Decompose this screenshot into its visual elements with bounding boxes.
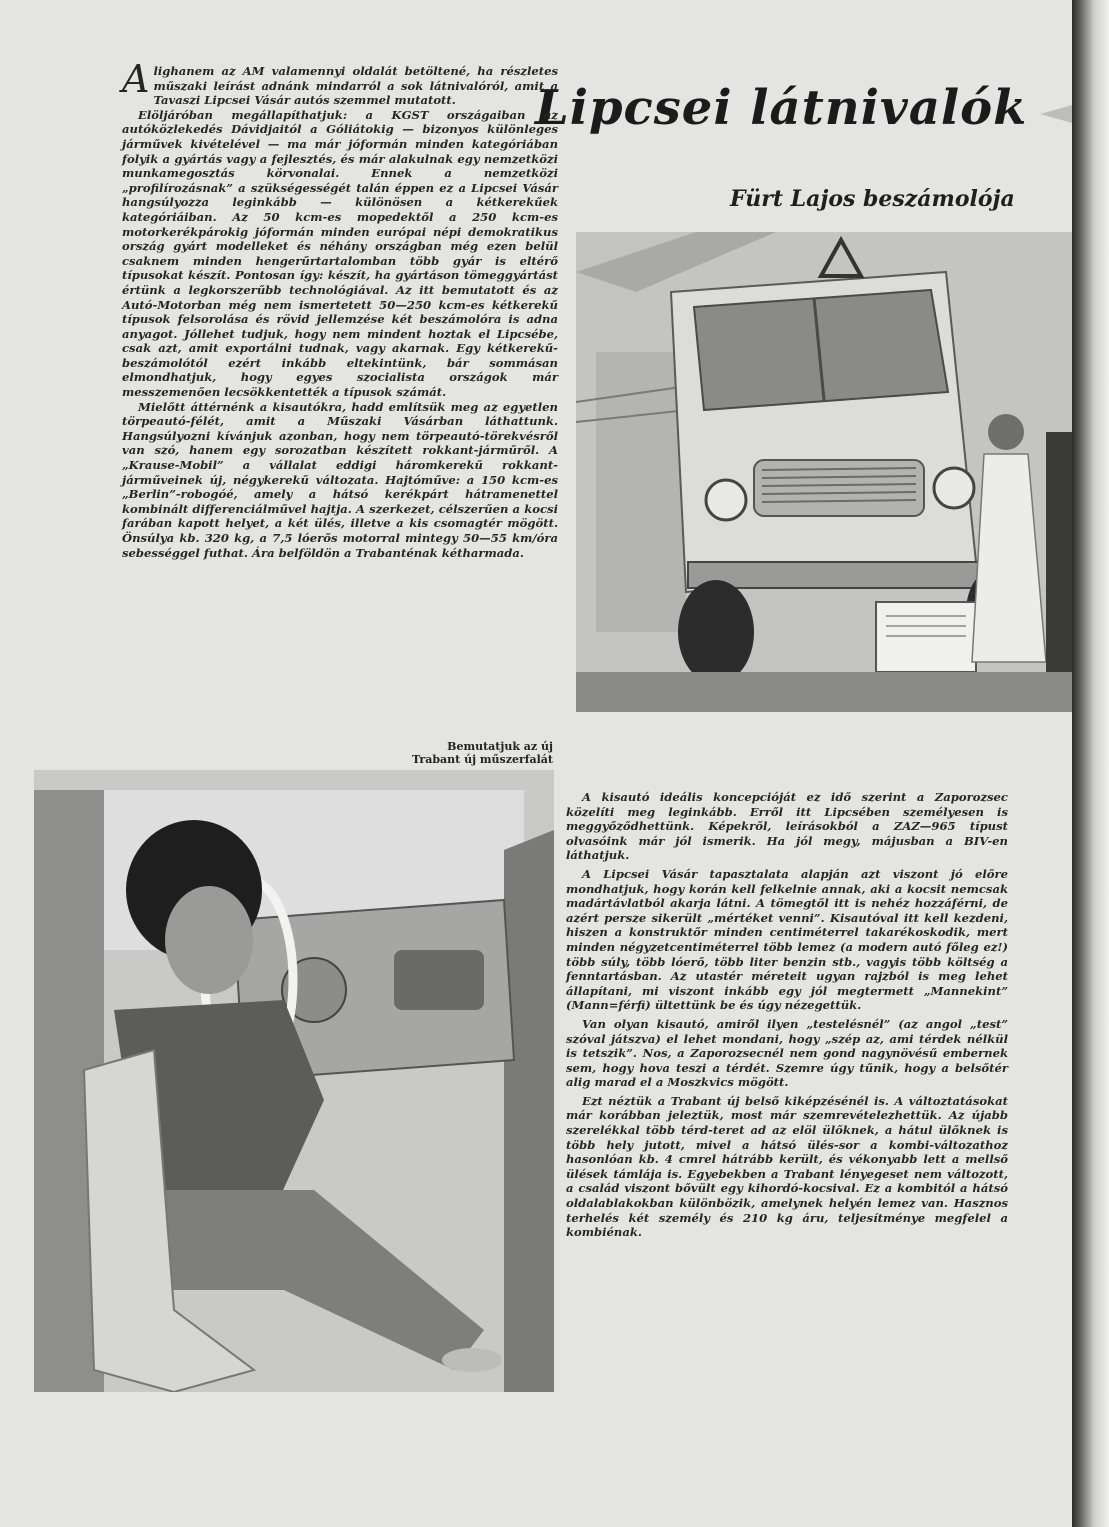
body-paragraph: Mielőtt áttérnénk a kisautókra, hadd említsük meg az egyetlen törpeautó-félét, amit a Műszaki Vásárban láthattunk. Hangsúlyozni kívánjuk azonban, hogy nem törpeautó-törekvésről van szó, hanem egy sorozatban készített rokkant-járműről. A „Krause-Mobil” a vállalat eddigi háromkerekű rokkant-járműveinek új, négykerekű változata. Hajtóműve: a 150 kcm-es „Berlin”-robogóé, amely a hátsó kerékpárt hátramenettel kombinált differenciálművel hajtja. A szerkezet, célszerűen a kocsi farában kapott helyet, a két ülés, illetve a kis csomagtér mögött. Önsúlya kb. 320 kg, a 7,5 lóerős motorral mintegy 50—55 km/óra sebességgel futhat. Ára belföldön a Trabanténak kétharmada. <box>122 399 558 560</box>
truck-photo <box>576 232 1072 712</box>
car-interior-photo <box>34 770 554 1392</box>
intro-text: lighanem az AM valamennyi oldalát betöltené, ha részletes műszaki leírást adnánk mindarról a sok látnivalóról, amit a Tavaszi Lipcsei Vásár autós szemmel mutatott. <box>153 64 558 108</box>
body-paragraph: Van olyan kisautó, amiről ilyen „testelésnél” (az angol „test” szóval játszva) el lehet mondani, hogy „szép az, ami térdek nélkül is tetszik”. Nos, a Zaporozsecnél nem gond nagynövésű embernek sem, hogy hova teszi a térdét. Szemre úgy tűnik, hogy a belsőtér alig marad el a Moszkvics mögött. <box>566 1016 1008 1090</box>
body-paragraph: A kisautó ideális koncepcióját ez idő szerint a Zaporozsec közelíti meg leginkább. Erről itt Lipcsében személyesen is meggyőződhettünk. Képekről, leírásokból a ZAZ—965 típust olvasóink már jól ismerik. Ha jól megy, májusban a BIV-en láthatjuk. <box>566 790 1008 863</box>
body-paragraph: Elöljáróban megállapíthatjuk: a KGST országaiban az autóközlekedés Dávidjaitól a Góliátokig — bizonyos különleges járművek kivételével — ma már jóformán minden kategóriában folyik a gyártás vagy a fejlesztés, és már alakulnak egy nemzetközi munkamegosztás körvonalai. Ennek a nemzetközi „profilírozásnak” a szükségességét talán éppen ez a Lipcsei Vásár hangsúlyozza leginkább — különösen a kétkerekűek kategóriáiban. Az 50 kcm-es mopedektől a 250 kcm-es motorkerékpárokig jóformán minden európai népi demokratikus ország gyárt modelleket és néhány országban még ezen belül csaknem minden hengerűrtartalomban több gyár is eltérő típusokat készít. Pontosan így: készít, ha gyártáson tömeggyártást értünk a legkorszerűbb technológiával. Az itt bemutatott és az Autó-Motorban még nem ismertetett 50—250 kcm-es kétkerekű típusok felsorolása és rövid jellemzése két beszámolóra is adna anyagot. Jóllehet tudjuk, hogy nem mindent hoztak el Lipcsébe, csak azt, amit exportálni tudnak, vagy akarnak. Egy kétkerekű-beszámolótól ezért inkább eltekintünk, bár sommásan elmondhatjuk, hogy egyes szocialista országok már messzemenően lecsökkentették a típusok számát. <box>122 107 558 400</box>
page-gutter <box>1072 0 1109 1527</box>
article-byline: Fürt Lajos beszámolója <box>730 186 1015 212</box>
left-text-column <box>122 57 558 560</box>
body-paragraph: A Lipcsei Vásár tapasztalata alapján azt viszont jó előre mondhatjuk, hogy korán kell felkelnie annak, aki a kocsit nemcsak madártávlatból akarja látni. A tömegtől itt is nehéz hozzáférni, de azért persze sikerült „mértéket venni”. Kisautóval itt kell kezdeni, hiszen a konstruktőr minden centiméterrel takarékoskodik, mert minden négyzetcentiméterrel több lemez (a modern autó főleg ez!) több súly, több lóerő, több liter benzin stb., vagyis több költség a fenntartásban. Az utastér méreteit ugyan rajzból is meg lehet állapítani, mi viszont inkább egy jól megtermett „Mannekint” (Mann=férfi) ültettünk be és úgy nézegettük. <box>566 866 1008 1013</box>
car-interior-illustration <box>34 770 554 1392</box>
right-text-column <box>566 790 1008 1244</box>
body-paragraph: Ezt néztük a Trabant új belső kiképzésénél is. A változtatásokat már korábban jeleztük, most már szemrevételezhettük. Az újabb szerelékkal több térd-teret ad az elöl ülőknek, a hátul ülőknek is több hely jutott, mivel a hátsó ülés-sor a kombi-változathoz hasonlóan kb. 4 cmrel hátrább került, és vékonyabb lett a mellső ülések támlája is. Egyebekben a Trabant lényegeset nem változott, a család viszont bővült egy kihordó-kocsival. Ez a kombitól a hátsó oldalablakokban különbözik, amelynek helyén lemez van. Hasznos terhelés két személy és 210 kg áru, teljesítménye megfelel a kombiénak. <box>566 1093 1008 1240</box>
truck-illustration <box>576 232 1072 712</box>
intro-paragraph <box>122 57 558 108</box>
drop-cap: A <box>122 57 150 101</box>
photo-caption: Bemutatjuk az új Trabant új műszerfalát <box>412 740 553 766</box>
article-title: Lipcsei látnivalók <box>535 80 1028 136</box>
